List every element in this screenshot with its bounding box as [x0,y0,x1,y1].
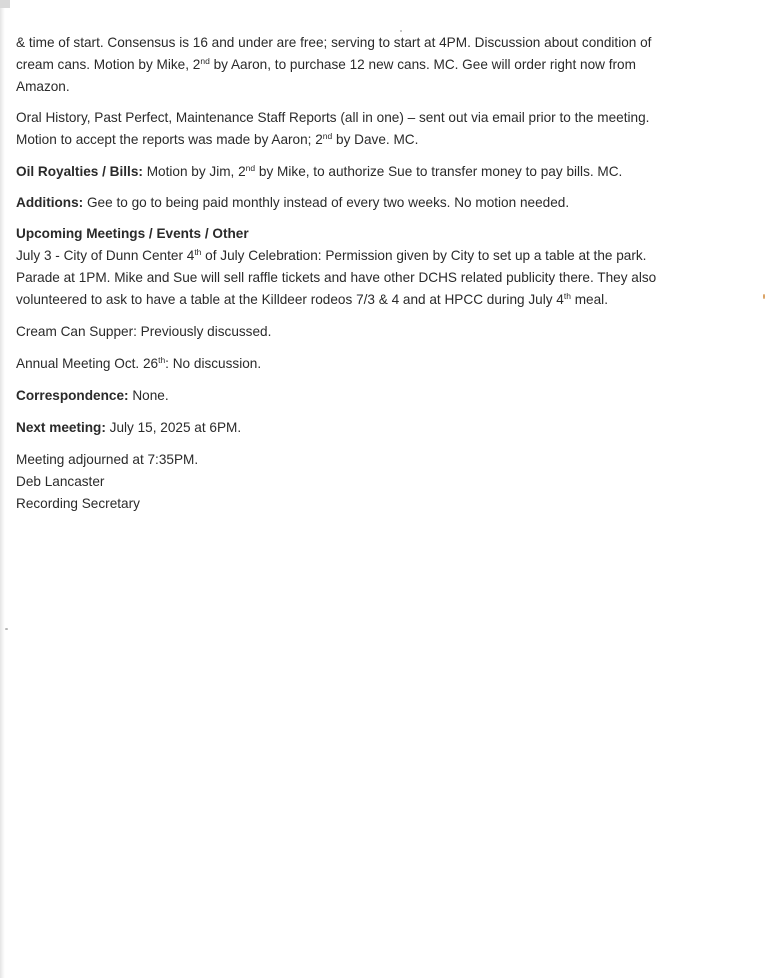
upcoming-heading: Upcoming Meetings / Events / Other [16,226,249,241]
section-next-meeting [16,417,706,439]
ordinal-suffix: th [563,291,571,301]
scan-corner-mark [0,0,10,8]
section-annual-meeting [16,353,706,375]
oil-royalties-text: Motion by Jim, 2 [142,164,246,179]
minutes-body [16,32,706,515]
correspondence-label: Correspondence: [16,388,129,403]
section-closing [16,449,706,515]
intro-line-text: cream cans. Motion by Mike, 2 [16,57,201,72]
next-meeting-text: July 15, 2025 at 6PM. [105,420,242,435]
annual-meeting-text: Annual Meeting Oct. 26 [16,356,159,371]
intro-line-text: by Aaron, to purchase 12 new cans. MC. Gee will order right now from [209,57,636,72]
ordinal-suffix: th [194,247,202,257]
upcoming-line-text: volunteered to ask to have a table at the Killdeer rodeos 7/3 & 4 and at HPCC during July 4 [16,292,564,307]
upcoming-line-text: meal. [570,292,608,307]
upcoming-line: Parade at 1PM. Mike and Sue will sell raffle tickets and have other DCHS related publicity there. They also [16,270,657,285]
additions-text: Gee to go to being paid monthly instead of every two weeks. No motion needed. [83,195,570,210]
oil-royalties-text: by Mike, to authorize Sue to transfer money to pay bills. MC. [255,164,623,179]
reports-line [16,129,706,151]
section-oil-royalties [16,161,706,183]
intro-line [16,54,706,76]
correspondence-text: None. [128,388,169,403]
intro-line: Amazon. [16,79,70,94]
section-reports [16,107,706,151]
scan-speck [5,628,8,630]
secretary-title: Recording Secretary [16,496,140,511]
section-correspondence [16,385,706,407]
adjourned-line: Meeting adjourned at 7:35PM. [16,452,199,467]
secretary-name: Deb Lancaster [16,474,105,489]
upcoming-line-text: of July Celebration: Permission given by City to set up a table at the park. [201,248,647,263]
reports-line: Oral History, Past Perfect, Maintenance Staff Reports (all in one) – sent out via email prior to the meeting. [16,110,650,125]
ordinal-suffix: nd [322,131,333,141]
scan-edge-shadow [0,0,5,978]
additions-label: Additions: [16,195,84,210]
reports-line-text: by Dave. MC. [332,132,419,147]
intro-line: & time of start. Consensus is 16 and under are free; serving to start at 4PM. Discussion about condition of [16,35,652,50]
section-cream-can-supper: Cream Can Supper: Previously discussed. [16,324,272,339]
upcoming-line [16,289,706,311]
upcoming-line [16,245,706,267]
upcoming-line-text: July 3 - City of Dunn Center 4 [16,248,195,263]
section-intro [16,32,706,98]
reports-line-text: Motion to accept the reports was made by Aaron; 2 [16,132,323,147]
ordinal-suffix: nd [200,56,210,66]
next-meeting-label: Next meeting: [16,420,106,435]
section-upcoming [16,223,706,311]
ordinal-suffix: nd [245,163,256,173]
oil-royalties-label: Oil Royalties / Bills: [16,164,143,179]
section-additions [16,192,706,214]
ordinal-suffix: th [158,355,166,365]
scan-speck [763,294,765,299]
annual-meeting-text: : No discussion. [165,356,262,371]
